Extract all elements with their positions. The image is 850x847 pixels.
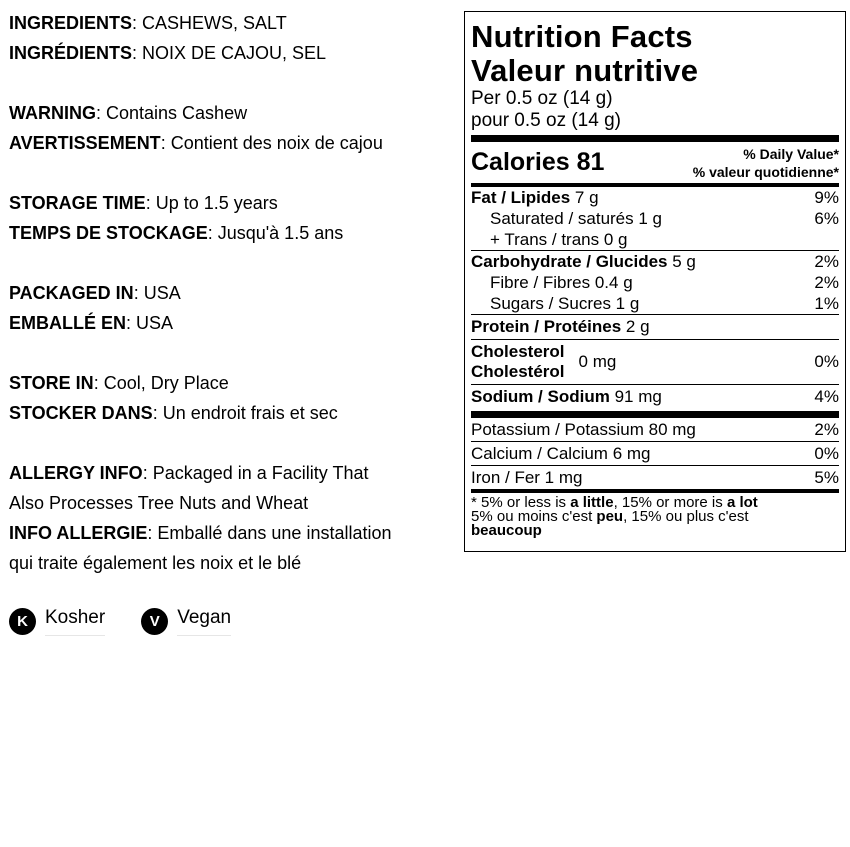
storage-time-fr: TEMPS DE STOCKAGE: Jusqu'à 1.5 ans bbox=[9, 223, 344, 243]
allergy-info-en: ALLERGY INFO: Packaged in a Facility That bbox=[9, 463, 369, 483]
warning-en: WARNING: Contains Cashew bbox=[9, 103, 248, 123]
saturated-fat-row: Saturated / saturés 1 g 6% bbox=[490, 209, 839, 228]
warning-fr: AVERTISSEMENT: Contient des noix de cajou bbox=[9, 133, 383, 153]
ingredients-en: INGREDIENTS: CASHEWS, SALT bbox=[9, 13, 287, 33]
nutrition-title-fr: Valeur nutritive bbox=[471, 53, 699, 88]
ingredients-fr: INGRÉDIENTS: NOIX DE CAJOU, SEL bbox=[9, 43, 327, 63]
badge-label: Kosher bbox=[45, 607, 105, 636]
certification-badges bbox=[9, 607, 267, 636]
iron-row: Iron / Fer 1 mg 5% bbox=[471, 468, 839, 487]
divider bbox=[471, 411, 839, 418]
badge-label: Vegan bbox=[177, 607, 231, 636]
potassium-row: Potassium / Potassium 80 mg 2% bbox=[471, 420, 839, 439]
vegan-icon: V bbox=[141, 608, 168, 635]
divider bbox=[471, 489, 839, 493]
protein-row: Protein / Protéines 2 g bbox=[471, 317, 650, 336]
badge-vegan[interactable] bbox=[141, 607, 231, 636]
nutrition-facts-panel bbox=[464, 11, 846, 552]
product-info bbox=[9, 8, 459, 578]
packaged-in-en: PACKAGED IN: USA bbox=[9, 283, 181, 303]
serving-size-en: Per 0.5 oz (14 g) bbox=[471, 88, 613, 109]
storage-time-en: STORAGE TIME: Up to 1.5 years bbox=[9, 193, 278, 213]
fibre-row: Fibre / Fibres 0.4 g 2% bbox=[490, 273, 839, 292]
divider bbox=[471, 135, 839, 142]
trans-fat-row: + Trans / trans 0 g bbox=[490, 230, 628, 249]
store-in-fr: STOCKER DANS: Un endroit frais et sec bbox=[9, 403, 338, 423]
allergy-info-fr-cont: qui traite également les noix et le blé bbox=[9, 553, 302, 573]
serving-size-fr: pour 0.5 oz (14 g) bbox=[471, 110, 621, 131]
cholesterol-row: Cholesterol Cholestérol 0 mg 0% bbox=[471, 342, 839, 381]
allergy-info-en-cont: Also Processes Tree Nuts and Wheat bbox=[9, 493, 309, 513]
sodium-row: Sodium / Sodium 91 mg 4% bbox=[471, 387, 839, 406]
sugars-row: Sugars / Sucres 1 g 1% bbox=[490, 294, 839, 313]
daily-value-header: % Daily Value* % valeur quotidienne* bbox=[692, 145, 839, 180]
badge-kosher[interactable] bbox=[9, 607, 105, 636]
store-in-en: STORE IN: Cool, Dry Place bbox=[9, 373, 229, 393]
footnote: * 5% or less is a little, 15% or more is a lot 5% ou moins c'est peu, 15% ou plus c'est beaucoup bbox=[471, 494, 758, 539]
nutrition-title-en: Nutrition Facts bbox=[471, 19, 693, 54]
carbohydrate-row: Carbohydrate / Glucides 5 g 2% bbox=[471, 252, 839, 271]
fat-row: Fat / Lipides 7 g 9% bbox=[471, 188, 839, 207]
allergy-info-fr: INFO ALLERGIE: Emballé dans une installation bbox=[9, 523, 392, 543]
calcium-row: Calcium / Calcium 6 mg 0% bbox=[471, 444, 839, 463]
calories: Calories 81 bbox=[471, 148, 605, 176]
kosher-icon: K bbox=[9, 608, 36, 635]
packaged-in-fr: EMBALLÉ EN: USA bbox=[9, 313, 174, 333]
calories-row bbox=[471, 142, 839, 183]
